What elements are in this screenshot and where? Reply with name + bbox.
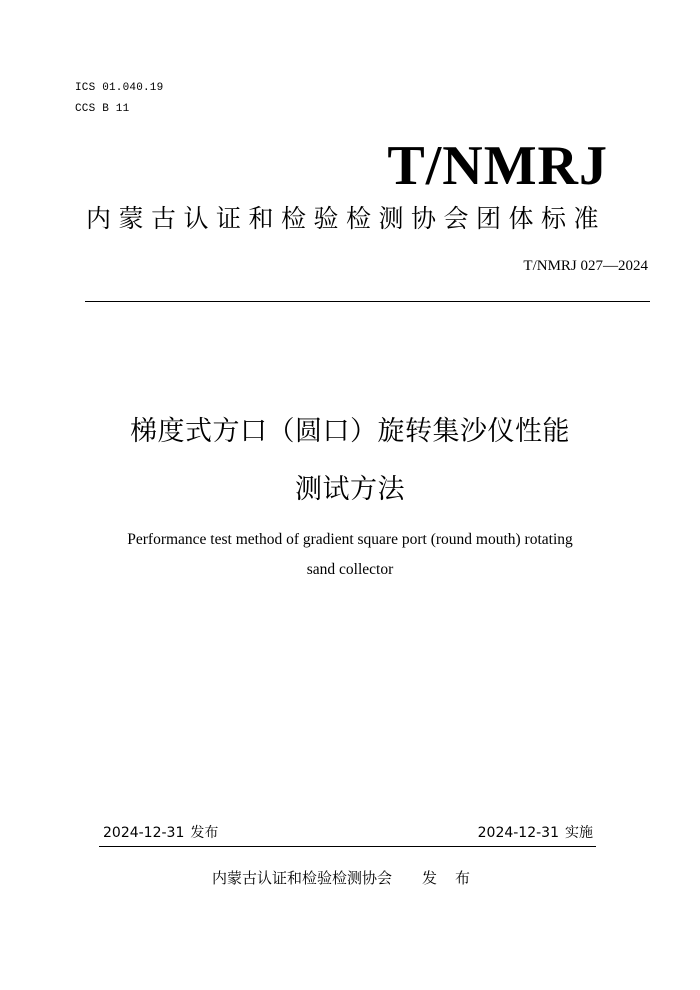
classification-codes [75, 78, 163, 120]
issue-label: 发布 [422, 869, 489, 887]
chinese-title-line-1: 梯度式方口（圆口）旋转集沙仪性能 [130, 416, 570, 447]
implement-date: 2024-12-31 [477, 825, 559, 841]
implement-date-block [478, 823, 593, 843]
english-title-line-2: sand collector [306, 561, 394, 578]
issuer-name: 内蒙古认证和检验检测协会 [211, 869, 392, 887]
release-label: 发布 [190, 825, 219, 841]
english-title-line-1: Performance test method of gradient square port (round mouth) rotating [127, 531, 573, 548]
chinese-title-line-2: 测试方法 [295, 474, 405, 505]
issuer-line [0, 867, 700, 889]
standard-number: T/NMRJ 027—2024 [523, 258, 648, 274]
release-date: 2024-12-31 [103, 825, 185, 841]
release-date-block [103, 823, 218, 843]
implement-label: 实施 [565, 825, 593, 841]
brand-logo-text: T/NMRJ [387, 135, 608, 197]
organization-standard-title: 内蒙古认证和检验检测协会团体标准 [86, 204, 607, 233]
bottom-divider [99, 846, 596, 847]
ics-code: ICS 01.040.19 [75, 82, 164, 94]
ccs-code: CCS B 11 [75, 103, 130, 115]
top-divider [85, 301, 650, 302]
